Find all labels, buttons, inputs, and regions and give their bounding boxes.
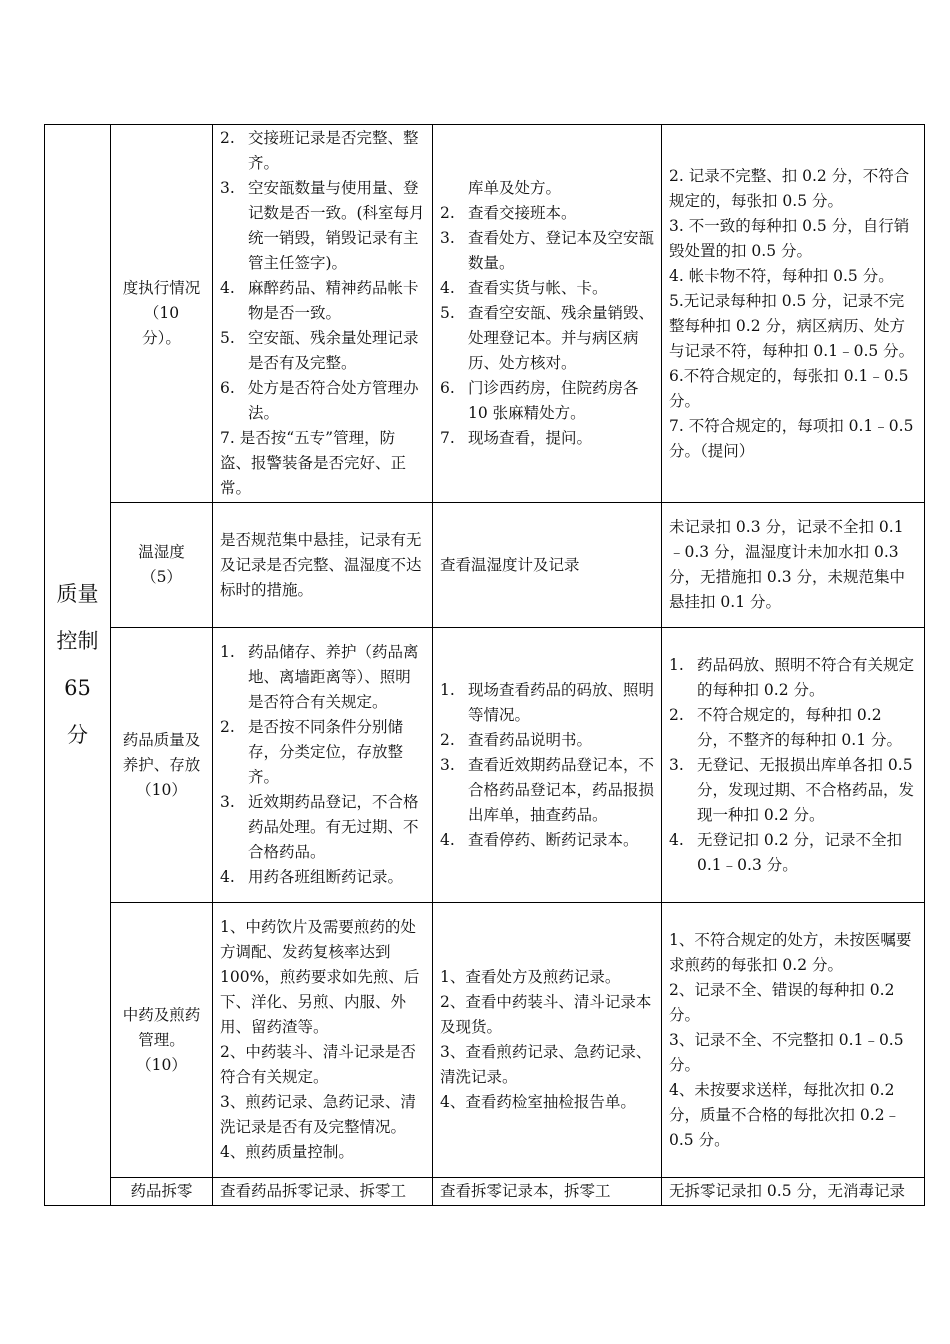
table-row: [45, 628, 925, 903]
score-cell: 未记录扣 0.3 分，记录不全扣 0.1﹣0.3 分，温湿度计未加水扣 0.3 分，无措施扣 0.3 分，未规范集中悬挂扣 0.1 分。: [662, 503, 925, 628]
score-line: 7. 不符合规定的，每项扣 0.1﹣0.5 分。（提问）: [669, 416, 914, 460]
item-line: （10）: [136, 1055, 187, 1074]
list-item: 4. 无登记扣 0.2 分，记录不全扣 0.1﹣0.3 分。: [669, 830, 903, 874]
list-item: 1、中药饮片及需要煎药的处方调配、发药复核率达到 100%，煎药要求如先煎、后下、洋化、另煎、内服、外用、留药渣等。: [220, 918, 420, 1036]
list-item: 4、查看药检室抽检报告单。: [440, 1093, 636, 1111]
quality-control-table: [44, 124, 925, 1206]
standard-cell: 查看药品拆零记录、拆零工: [213, 1178, 433, 1206]
list-item: 7. 是否按“五专”管理，防盗、报警装备是否完好、正常。: [220, 429, 407, 497]
score-cell: [662, 628, 925, 903]
item-cell: 药品拆零: [111, 1178, 213, 1206]
list-item: 1. 药品储存、养护（药品离地、离墙距离等）、照明是否符合有关规定。: [220, 643, 419, 711]
list-item: 4. 麻醉药品、精神药品帐卡物是否一致。: [220, 279, 419, 322]
list-item: 3. 空安瓿数量与使用量、登记数是否一致。(科室每月统一销毁，销毁记录有主管主任签字)。: [220, 179, 425, 272]
standard-cell: 是否规范集中悬挂，记录有无及记录是否完整、温湿度不达标时的措施。: [213, 503, 433, 628]
score-line: 5.无记录每种扣 0.5 分，记录不完整每种扣 0.2 分，病区病历、处方与记录不符，每种扣 0.1﹣0.5 分。: [669, 291, 915, 360]
list-item: 库单及处方。: [468, 179, 562, 197]
list-item: 3、煎药记录、急药记录、清洗记录是否有及完整情况。: [220, 1093, 416, 1136]
list-item: 6. 处方是否符合处方管理办法。: [220, 379, 419, 422]
list-item: 5. 查看空安瓿、残余量销毁、处理登记本。并与病区病历、处方核对。: [440, 304, 655, 372]
list-item: 3、记录不全、不完整扣 0.1﹣0.5 分。: [669, 1030, 904, 1074]
table-row: [45, 125, 925, 503]
score-line: 2. 记录不完整、扣 0.2 分，不符合规定的，每张扣 0.5 分。: [669, 166, 910, 210]
list-item: 5. 空安瓿、残余量处理记录是否有及完整。: [220, 329, 419, 372]
list-item: 3. 查看处方、登记本及空安瓿数量。: [440, 229, 655, 272]
list-item: 2、记录不全、错误的每种扣 0.2 分。: [669, 980, 895, 1024]
item-line: （5）: [141, 568, 182, 586]
list-item: 1、查看处方及煎药记录。: [440, 968, 621, 986]
list-item: 7. 现场查看，提问。: [440, 429, 593, 447]
item-line: 温湿度: [138, 543, 185, 561]
list-item: 3. 无登记、无报损出库单各扣 0.5 分，发现过期、不合格药品，发现一种扣 0.2 分。: [669, 755, 915, 824]
list-item: 2. 交接班记录是否完整、整齐。: [220, 129, 419, 172]
table-row: [45, 503, 925, 628]
item-line: 度执行情况: [122, 279, 201, 297]
score-line: 3. 不一致的每种扣 0.5 分，自行销毁处置的扣 0.5 分。: [669, 216, 910, 260]
standard-cell: [213, 125, 433, 503]
list-item: 3. 近效期药品登记，不合格药品处理。有无过期、不合格药品。: [220, 793, 419, 861]
list-item: 1、不符合规定的处方，未按医嘱要求煎药的每张扣 0.2 分。: [669, 930, 912, 974]
item-cell: [111, 903, 213, 1178]
list-item: 4、未按要求送样，每批次扣 0.2 分，质量不合格的每批次扣 0.2﹣0.5 分。: [669, 1080, 901, 1149]
list-item: 2. 查看药品说明书。: [440, 730, 593, 749]
list-item: 4. 查看停药、断药记录本。: [440, 830, 639, 849]
standard-cell: [213, 628, 433, 903]
table-row: [45, 1178, 925, 1206]
item-cell: [111, 503, 213, 628]
category-line: 控制: [56, 629, 99, 653]
method-cell: 查看温湿度计及记录: [433, 503, 662, 628]
method-cell: 查看拆零记录本，拆零工: [433, 1178, 662, 1206]
item-cell: [111, 628, 213, 903]
method-cell: [433, 903, 662, 1178]
score-line: 4. 帐卡物不符，每种扣 0.5 分。: [669, 266, 894, 285]
item-line: 养护、存放: [122, 755, 201, 774]
list-item: 4. 查看实货与帐、卡。: [440, 279, 608, 297]
list-item: 2. 不符合规定的，每种扣 0.2 分，不整齐的每种扣 0.1 分。: [669, 705, 903, 749]
list-item: 1. 现场查看药品的码放、照明等情况。: [440, 680, 655, 724]
item-line: 管理。: [138, 1030, 185, 1049]
list-item: 3. 查看近效期药品登记本，不合格药品登记本，药品报损出库单，抽查药品。: [440, 755, 655, 824]
item-line: 药品质量及: [122, 730, 201, 749]
list-item: 6. 门诊西药房，住院药房各 10 张麻精处方。: [440, 379, 639, 422]
method-cell: [433, 628, 662, 903]
score-line: 6.不符合规定的，每张扣 0.1﹣0.5 分。: [669, 366, 909, 410]
category-cell: [45, 125, 111, 1206]
score-cell: [662, 903, 925, 1178]
item-line: 分）。: [142, 329, 181, 347]
list-item: 3、查看煎药记录、急药记录、清洗记录。: [440, 1043, 652, 1086]
list-item: 4. 用药各班组断药记录。: [220, 868, 404, 886]
category-line: 质量: [56, 582, 99, 606]
item-line: （10: [143, 304, 180, 322]
list-item: 1. 药品码放、照明不符合有关规定的每种扣 0.2 分。: [669, 655, 915, 699]
list-item: 2. 查看交接班本。: [440, 204, 577, 222]
table-row: [45, 903, 925, 1178]
item-line: 中药及煎药: [122, 1005, 201, 1024]
item-cell: [111, 125, 213, 503]
list-item: 4、煎药质量控制。: [220, 1143, 354, 1161]
method-cell: [433, 125, 662, 503]
list-item: 2、中药装斗、清斗记录是否符合有关规定。: [220, 1043, 416, 1086]
list-item: 2. 是否按不同条件分别储存，分类定位，存放整齐。: [220, 718, 404, 786]
category-line: 65 分: [64, 676, 91, 747]
score-cell: [662, 125, 925, 503]
list-item: 2、查看中药装斗、清斗记录本及现货。: [440, 993, 652, 1036]
score-cell: 无拆零记录扣 0.5 分，无消毒记录: [662, 1178, 925, 1206]
standard-cell: [213, 903, 433, 1178]
item-line: （10）: [136, 780, 187, 799]
